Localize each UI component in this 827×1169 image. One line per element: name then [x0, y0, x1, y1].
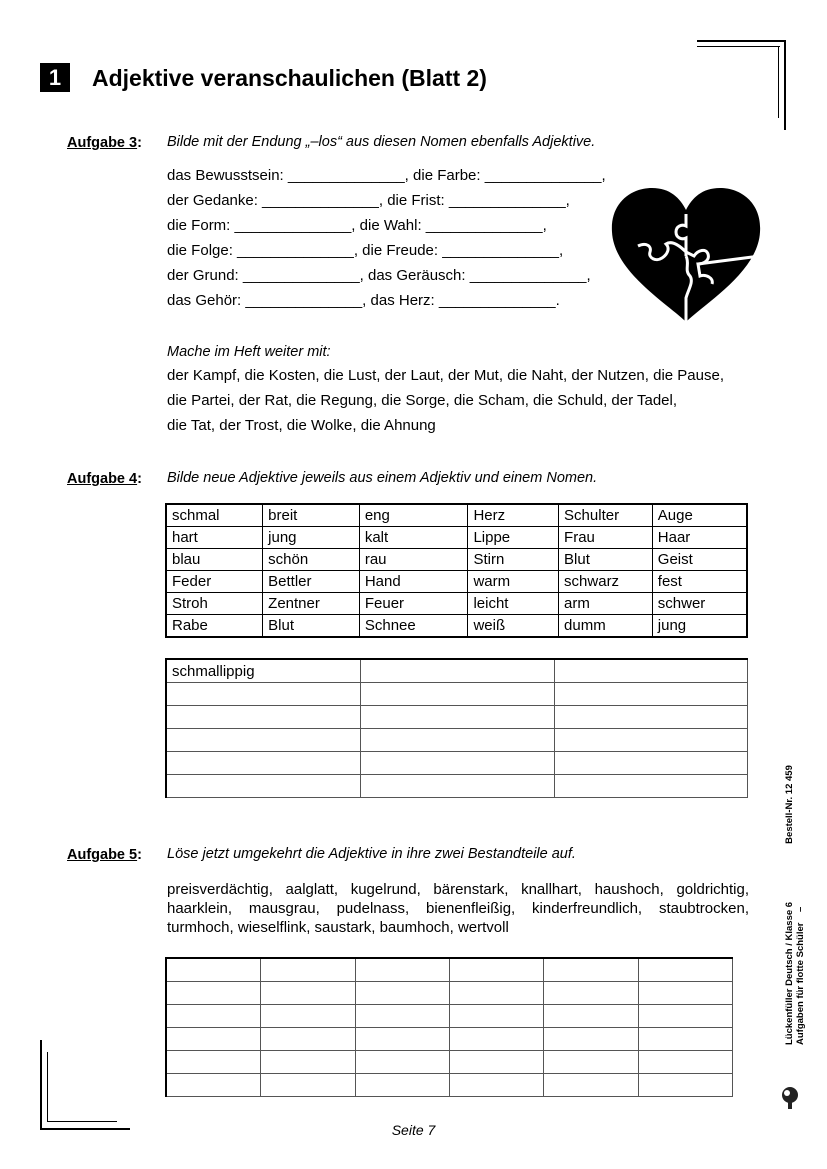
corner-decoration-bottom-left-inner: [47, 1052, 48, 1122]
table-row: [166, 958, 733, 982]
corner-decoration-bottom-left: [40, 1040, 42, 1130]
table-row: [166, 615, 747, 638]
table-row: [166, 549, 747, 571]
word-cell: Blut: [263, 615, 360, 638]
answer-cell[interactable]: [554, 729, 747, 752]
answer-cell[interactable]: [355, 1005, 449, 1028]
word-list-line: turmhoch, wieselflink, saustark, baumhoch, wertvoll: [167, 919, 509, 936]
answer-cell[interactable]: [166, 683, 361, 706]
word-cell: leicht: [468, 593, 559, 615]
word-cell: schmal: [166, 504, 263, 527]
task3-heading: Aufgabe 3:: [67, 135, 142, 151]
answer-cell[interactable]: [638, 982, 732, 1005]
word-cell: eng: [359, 504, 468, 527]
table-row: [166, 729, 748, 752]
word-cell: Zentner: [263, 593, 360, 615]
task4-label: Aufgabe 4: [67, 471, 138, 487]
word-cell: Auge: [652, 504, 747, 527]
answer-cell[interactable]: [449, 1074, 543, 1097]
word-cell: Feuer: [359, 593, 468, 615]
task5-label: Aufgabe 5: [67, 847, 138, 863]
answer-cell[interactable]: [361, 659, 554, 683]
word-cell: Rabe: [166, 615, 263, 638]
exercise-line: die Folge: ______________, die Freude: ______________,: [167, 242, 564, 259]
noun-list-line: der Kampf, die Kosten, die Lust, der Laut, der Mut, die Naht, der Nutzen, die Pause,: [167, 367, 724, 384]
word-cell: Schnee: [359, 615, 468, 638]
table-row: [166, 1074, 733, 1097]
answer-cell[interactable]: [261, 958, 355, 982]
word-cell: Feder: [166, 571, 263, 593]
answer-cell[interactable]: [544, 1028, 638, 1051]
answer-table-task4: [165, 658, 748, 798]
answer-cell[interactable]: [638, 1074, 732, 1097]
word-cell: blau: [166, 549, 263, 571]
word-cell: hart: [166, 527, 263, 549]
answer-table-task5: [165, 957, 733, 1097]
table-row: [166, 1028, 733, 1051]
sidebar-series: Lückenfüller Deutsch / Klasse 6: [784, 901, 795, 1045]
answer-cell[interactable]: [166, 775, 361, 798]
word-cell: arm: [559, 593, 653, 615]
answer-cell[interactable]: [361, 752, 554, 775]
word-cell: jung: [263, 527, 360, 549]
word-cell: jung: [652, 615, 747, 638]
word-cell: fest: [652, 571, 747, 593]
answer-cell[interactable]: [638, 1005, 732, 1028]
answer-cell[interactable]: [261, 1074, 355, 1097]
answer-cell[interactable]: [355, 1028, 449, 1051]
puzzle-heart-icon: [610, 186, 762, 326]
word-table: [165, 503, 748, 638]
word-cell: warm: [468, 571, 559, 593]
word-list-line: haarklein, mausgrau, pudelnass, bienenfleißig, kinderfreundlich, staubtrocken,: [167, 900, 749, 917]
table-row: [166, 706, 748, 729]
publisher-logo-icon: [778, 1085, 802, 1111]
sidebar-separator: –: [795, 906, 806, 912]
table-row: [166, 1051, 733, 1074]
corner-decoration-top-right: [697, 40, 786, 42]
answer-cell[interactable]: [166, 729, 361, 752]
noun-list-line: die Tat, der Trost, die Wolke, die Ahnung: [167, 417, 436, 434]
table-row: [166, 527, 747, 549]
page-number: Seite 7: [391, 1122, 436, 1138]
answer-cell[interactable]: [166, 752, 361, 775]
answer-cell[interactable]: [449, 1028, 543, 1051]
answer-cell[interactable]: [261, 1028, 355, 1051]
table-row: [166, 775, 748, 798]
task3-more-label: Mache im Heft weiter mit: [167, 344, 327, 360]
answer-cell[interactable]: [361, 775, 554, 798]
table-row: [166, 593, 747, 615]
answer-cell[interactable]: [554, 706, 747, 729]
answer-cell[interactable]: [166, 982, 261, 1005]
word-cell: dumm: [559, 615, 653, 638]
answer-cell[interactable]: [166, 1005, 261, 1028]
task4-heading: Aufgabe 4:: [67, 471, 142, 487]
table-row: [166, 1005, 733, 1028]
table-row: [166, 982, 733, 1005]
word-cell: schön: [263, 549, 360, 571]
answer-cell[interactable]: [638, 1028, 732, 1051]
answer-cell[interactable]: [638, 1051, 732, 1074]
exercise-line: das Gehör: ______________, das Herz: ______________.: [167, 292, 560, 309]
task3-label: Aufgabe 3: [67, 135, 138, 151]
page-title: Adjektive veranschaulichen (Blatt 2): [92, 65, 487, 91]
answer-cell[interactable]: [361, 729, 554, 752]
word-cell: kalt: [359, 527, 468, 549]
answer-cell[interactable]: [261, 1051, 355, 1074]
answer-cell[interactable]: [449, 982, 543, 1005]
answer-cell[interactable]: [544, 1074, 638, 1097]
task5-heading: Aufgabe 5:: [67, 847, 142, 863]
word-cell: rau: [359, 549, 468, 571]
word-cell: Blut: [559, 549, 653, 571]
sidebar-order-number: Bestell-Nr. 12 459: [784, 765, 795, 844]
word-cell: breit: [263, 504, 360, 527]
corner-decoration-top-right-inner: [697, 46, 780, 47]
noun-list-line: die Partei, der Rat, die Regung, die Sorge, die Scham, die Schuld, der Tadel,: [167, 392, 678, 409]
answer-cell[interactable]: [449, 958, 543, 982]
answer-cell[interactable]: [166, 1028, 261, 1051]
exercise-line: das Bewusstsein: ______________, die Farbe: ______________,: [167, 167, 606, 184]
answer-cell[interactable]: [355, 958, 449, 982]
answer-cell[interactable]: [544, 1005, 638, 1028]
answer-cell[interactable]: [361, 706, 554, 729]
exercise-line: die Form: ______________, die Wahl: ______________,: [167, 217, 547, 234]
word-cell: Herz: [468, 504, 559, 527]
word-cell: Stirn: [468, 549, 559, 571]
sidebar-subtitle: Aufgaben für flotte Schüler: [795, 922, 806, 1045]
answer-cell[interactable]: [638, 958, 732, 982]
word-cell: Frau: [559, 527, 653, 549]
word-cell: Hand: [359, 571, 468, 593]
word-cell: schwarz: [559, 571, 653, 593]
corner-decoration-top-right-vertical-inner: [778, 46, 779, 118]
answer-cell[interactable]: [554, 752, 747, 775]
table-row: [166, 752, 748, 775]
word-cell: Lippe: [468, 527, 559, 549]
exercise-line: der Grund: ______________, das Geräusch: ______________,: [167, 267, 591, 284]
task3-exercise-lines: [167, 163, 606, 313]
word-cell: weiß: [468, 615, 559, 638]
corner-decoration-top-right-vertical: [784, 40, 786, 130]
answer-cell[interactable]: [261, 982, 355, 1005]
answer-cell[interactable]: [544, 958, 638, 982]
table-row: [166, 504, 747, 527]
exercise-line: der Gedanke: ______________, die Frist: ______________,: [167, 192, 570, 209]
answer-cell[interactable]: [449, 1005, 543, 1028]
word-cell: Bettler: [263, 571, 360, 593]
word-cell: Haar: [652, 527, 747, 549]
publisher-sidebar: [784, 765, 812, 1120]
task3-instruction: Bilde mit der Endung „–los“ aus diesen Nomen ebenfalls Adjektive.: [167, 134, 596, 150]
task5-instruction: Löse jetzt umgekehrt die Adjektive in ihre zwei Bestandteile auf.: [167, 846, 576, 862]
task5-word-list: [167, 880, 749, 937]
table-row: [166, 659, 748, 683]
answer-cell[interactable]: [166, 1074, 261, 1097]
word-cell: Schulter: [559, 504, 653, 527]
task3-more-lines: [167, 363, 724, 438]
answer-cell[interactable]: [544, 1051, 638, 1074]
chapter-number: 1: [40, 63, 70, 92]
answer-cell[interactable]: [355, 1074, 449, 1097]
answer-cell[interactable]: [554, 659, 747, 683]
answer-cell[interactable]: [554, 683, 747, 706]
table-row: [166, 683, 748, 706]
answer-cell[interactable]: [166, 706, 361, 729]
answer-cell[interactable]: [355, 982, 449, 1005]
word-list-line: preisverdächtig, aalglatt, kugelrund, bärenstark, knallhart, haushoch, goldrichtig,: [167, 881, 749, 898]
answer-cell[interactable]: [449, 1051, 543, 1074]
answer-cell[interactable]: [261, 1005, 355, 1028]
word-cell: Stroh: [166, 593, 263, 615]
answer-cell[interactable]: [544, 982, 638, 1005]
answer-cell[interactable]: [554, 775, 747, 798]
table-row: [166, 571, 747, 593]
answer-cell[interactable]: [355, 1051, 449, 1074]
answer-cell[interactable]: [166, 1051, 261, 1074]
task4-instruction: Bilde neue Adjektive jeweils aus einem Adjektiv und einem Nomen.: [167, 470, 598, 486]
answer-cell[interactable]: [166, 958, 261, 982]
word-cell: schwer: [652, 593, 747, 615]
answer-cell[interactable]: [361, 683, 554, 706]
answer-cell[interactable]: schmallippig: [166, 659, 361, 683]
word-cell: Geist: [652, 549, 747, 571]
